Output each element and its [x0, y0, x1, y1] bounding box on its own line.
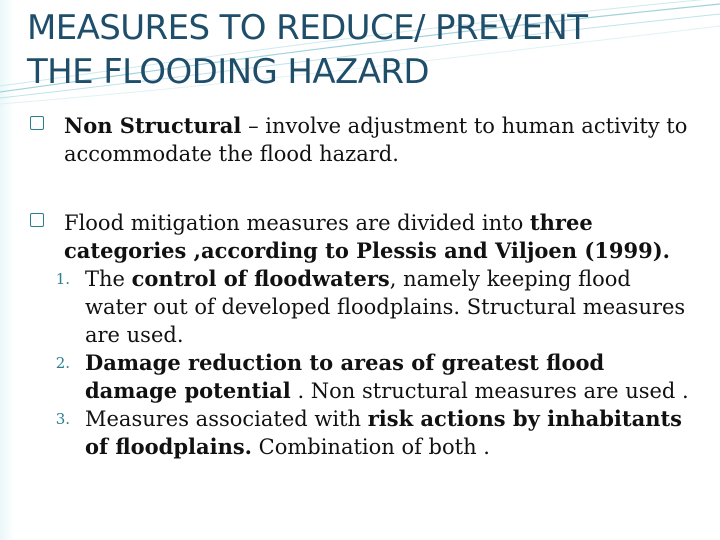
square-bullet-icon	[30, 116, 44, 130]
bullet-non-structural	[30, 112, 698, 168]
page-title	[27, 6, 707, 94]
item-number: 3.	[55, 410, 70, 428]
item-2-bold: Damage reduction to areas of greatest flood damage potential	[85, 350, 605, 403]
bullet-mitigation-categories	[30, 209, 698, 265]
item-3-post: Combination of both .	[251, 435, 490, 459]
list-item-damage-reduction	[30, 349, 698, 405]
list-item-control-of-floodwaters	[30, 265, 698, 349]
item-number: 1.	[55, 270, 70, 288]
bullet-1-text: – involve adjustment to human activity to accommodate the flood hazard.	[64, 114, 688, 166]
item-number: 2.	[55, 354, 70, 372]
title-line-2: THE FLOODING HAZARD	[27, 52, 430, 92]
item-3-bold: risk actions by inhabitants of floodplains.	[85, 406, 682, 459]
item-3-pre: Measures associated with	[85, 407, 368, 431]
bullet-2-text: Flood mitigation measures are divided into	[64, 211, 530, 235]
item-1-pre: The	[85, 267, 132, 291]
item-2-post: . Non structural measures are used .	[290, 379, 689, 403]
list-item-risk-actions	[30, 405, 698, 461]
item-1-post: , namely keeping flood water out of developed floodplains. Structural measures are used.	[85, 267, 686, 347]
bullet-1-bold: Non Structural	[64, 113, 242, 138]
item-1-bold: control of floodwaters	[131, 266, 390, 291]
spacer	[30, 168, 698, 209]
content-body	[30, 112, 698, 461]
bullet-2-bold: three categories ,according to Plessis and Viljoen (1999).	[64, 210, 670, 263]
title-line-1: MEASURES TO REDUCE/ PREVENT	[27, 8, 588, 48]
square-bullet-icon	[30, 213, 44, 227]
